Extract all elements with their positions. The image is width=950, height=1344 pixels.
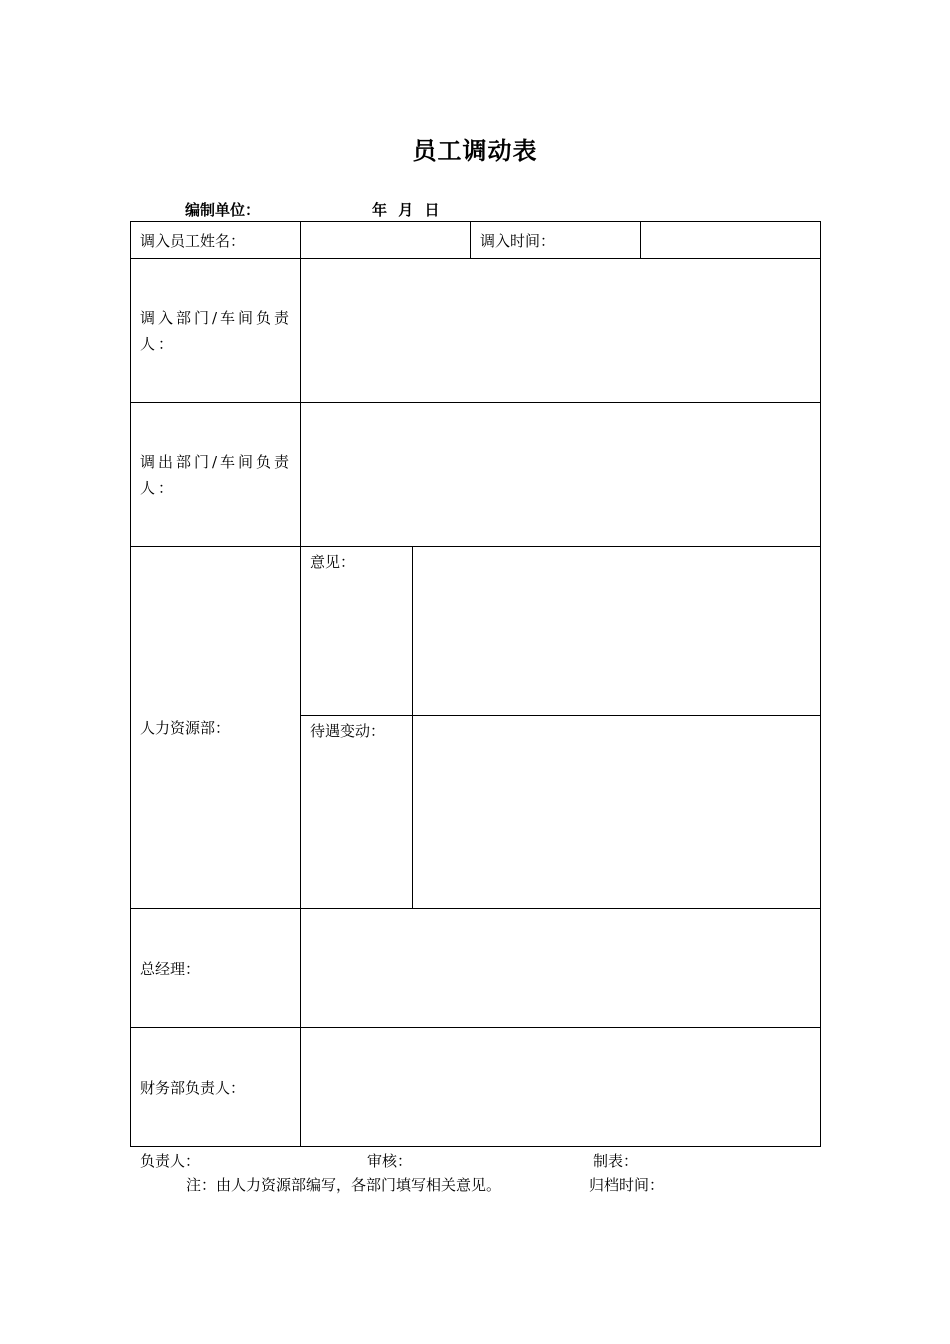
incoming-time-label: 调入时间：: [471, 222, 641, 259]
row-finance: [131, 1028, 821, 1147]
prepared-label: 制表：: [593, 1152, 639, 1170]
finance-field[interactable]: [301, 1028, 821, 1147]
out-dept-label: 调出部门/车间负责人：: [131, 403, 301, 547]
row-hr-opinion: [131, 547, 821, 716]
date-label: 年 月 日: [372, 201, 440, 219]
row-gm: [131, 909, 821, 1028]
hr-opinion-label: 意见：: [301, 547, 413, 716]
hr-opinion-field[interactable]: [413, 547, 821, 716]
responsible-label: 负责人：: [140, 1152, 201, 1170]
page-title: 员工调动表: [412, 137, 538, 165]
out-dept-field[interactable]: [301, 403, 821, 547]
gm-field[interactable]: [301, 909, 821, 1028]
incoming-name-label: 调入员工姓名：: [131, 222, 301, 259]
in-dept-field[interactable]: [301, 259, 821, 403]
in-dept-label: 调入部门/车间负责人：: [131, 259, 301, 403]
archive-time-label: 归档时间：: [589, 1176, 665, 1194]
gm-label: 总经理：: [131, 909, 301, 1028]
row-out-dept: [131, 403, 821, 547]
finance-label: 财务部负责人：: [131, 1028, 301, 1147]
incoming-time-field[interactable]: [641, 222, 821, 259]
row-in-dept: [131, 259, 821, 403]
hr-benefit-field[interactable]: [413, 716, 821, 909]
review-label: 审核：: [367, 1152, 413, 1170]
unit-label: 编制单位：: [185, 201, 261, 219]
transfer-form-table: [130, 221, 821, 1147]
row-basic-info: [131, 222, 821, 259]
hr-benefit-label: 待遇变动：: [301, 716, 413, 909]
footer-note: 注：由人力资源部编写，各部门填写相关意见。: [186, 1176, 502, 1194]
incoming-name-field[interactable]: [301, 222, 471, 259]
hr-label: 人力资源部：: [131, 547, 301, 909]
